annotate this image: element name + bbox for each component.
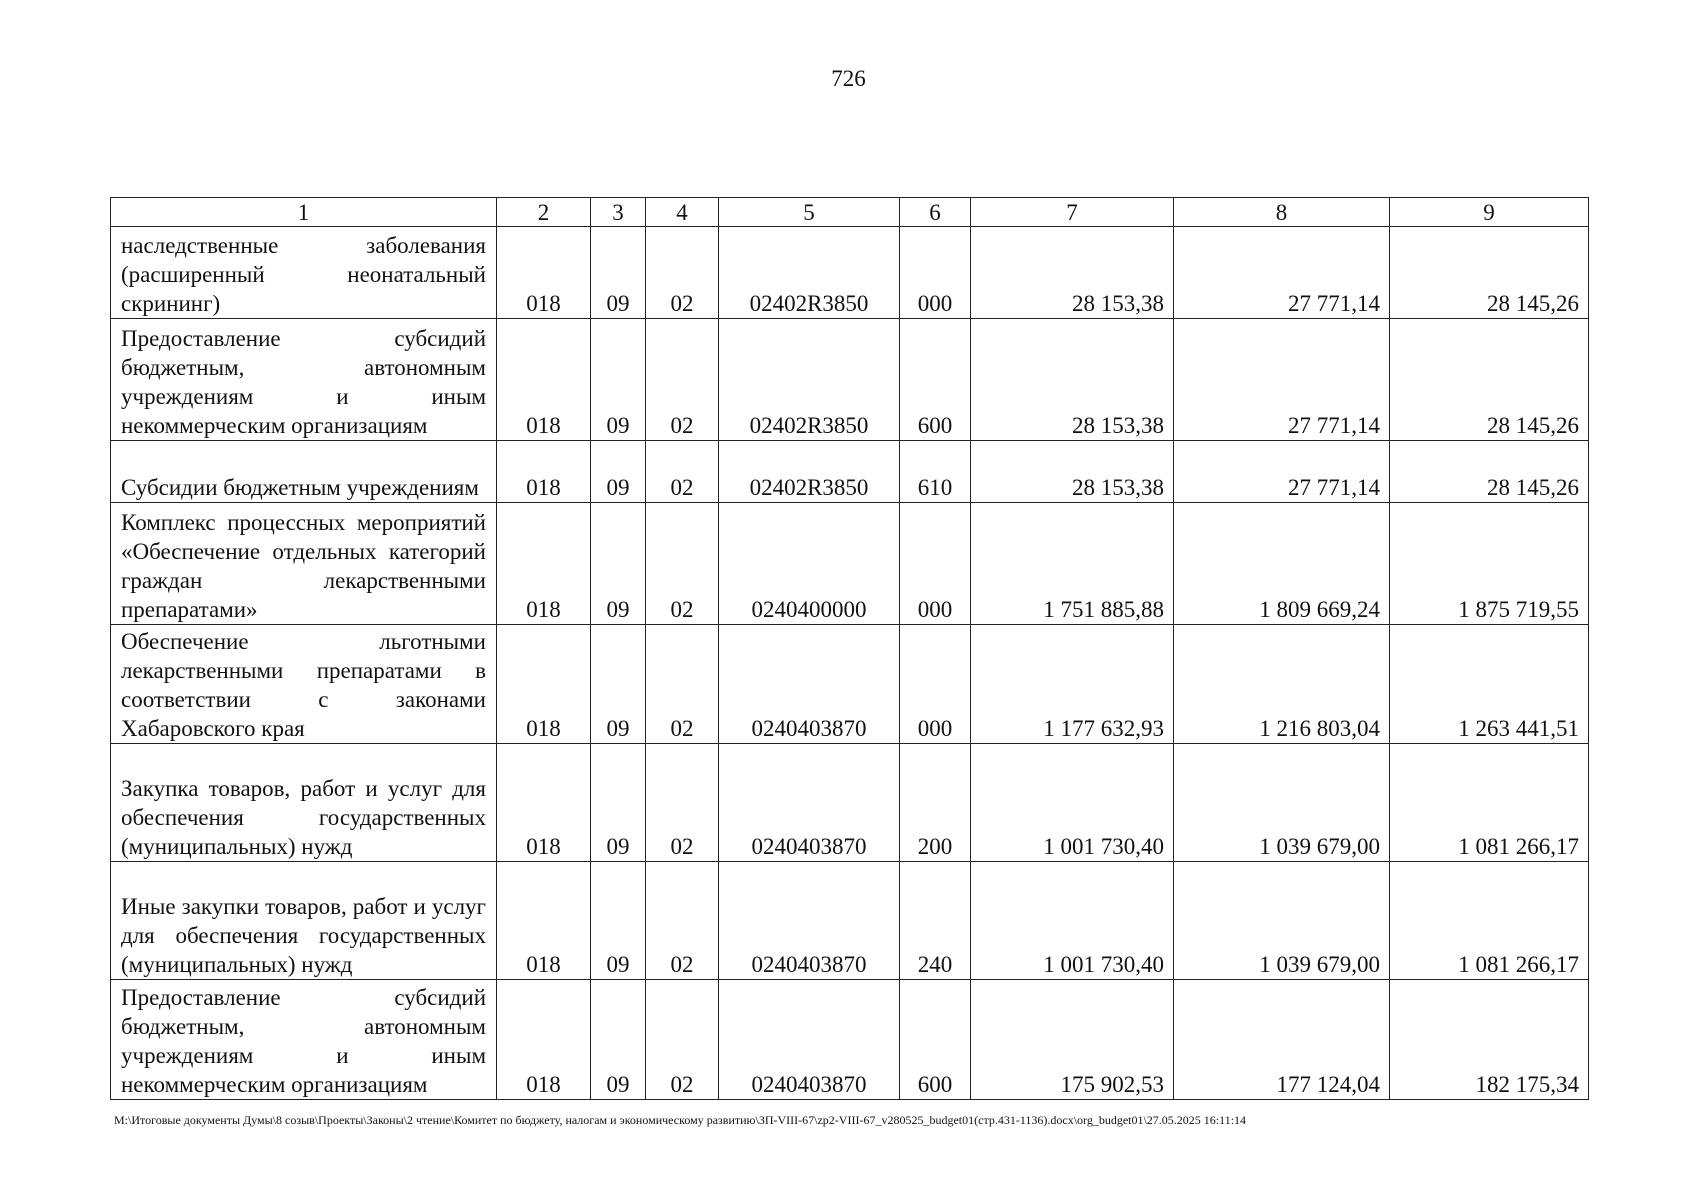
row-value-9: 28 145,26 <box>1390 227 1589 319</box>
header-col-8: 8 <box>1174 198 1390 227</box>
row-code-2: 018 <box>497 862 591 980</box>
header-col-6: 6 <box>900 198 971 227</box>
row-code-5: 0240403870 <box>719 980 900 1100</box>
row-code-3: 09 <box>591 441 646 503</box>
row-value-7: 1 177 632,93 <box>971 625 1174 744</box>
row-value-8: 27 771,14 <box>1174 227 1390 319</box>
row-value-9: 28 145,26 <box>1390 319 1589 441</box>
row-value-8: 1 039 679,00 <box>1174 862 1390 980</box>
row-value-7: 28 153,38 <box>971 227 1174 319</box>
table-row <box>111 503 1589 625</box>
row-value-7: 1 751 885,88 <box>971 503 1174 625</box>
row-code-5: 0240400000 <box>719 503 900 625</box>
table-row <box>111 227 1589 319</box>
row-value-7: 175 902,53 <box>971 980 1174 1100</box>
header-col-1: 1 <box>111 198 497 227</box>
header-col-4: 4 <box>646 198 719 227</box>
row-name: Иные закупки товаров, работ и услуг для обеспечения государственных (муниципальных) нужд <box>111 862 497 980</box>
budget-table <box>110 197 1589 1100</box>
row-code-3: 09 <box>591 503 646 625</box>
row-code-6: 000 <box>900 503 971 625</box>
row-code-3: 09 <box>591 625 646 744</box>
row-code-2: 018 <box>497 625 591 744</box>
row-name: Предоставление субсидий бюджетным, автономным учреждениям и иным некоммерческим организациям <box>111 319 497 441</box>
row-code-6: 600 <box>900 319 971 441</box>
row-code-5: 0240403870 <box>719 625 900 744</box>
row-value-8: 1 039 679,00 <box>1174 744 1390 862</box>
row-code-3: 09 <box>591 744 646 862</box>
row-code-4: 02 <box>646 625 719 744</box>
row-code-5: 02402R3850 <box>719 227 900 319</box>
row-code-5: 0240403870 <box>719 862 900 980</box>
table-row <box>111 744 1589 862</box>
row-name: Закупка товаров, работ и услуг для обеспечения государственных (муниципальных) нужд <box>111 744 497 862</box>
header-col-3: 3 <box>591 198 646 227</box>
row-code-6: 240 <box>900 862 971 980</box>
row-value-8: 1 216 803,04 <box>1174 625 1390 744</box>
row-code-5: 02402R3850 <box>719 441 900 503</box>
header-row <box>111 198 1589 227</box>
row-code-6: 000 <box>900 227 971 319</box>
row-code-4: 02 <box>646 227 719 319</box>
row-value-7: 1 001 730,40 <box>971 862 1174 980</box>
row-value-7: 1 001 730,40 <box>971 744 1174 862</box>
row-value-9: 28 145,26 <box>1390 441 1589 503</box>
table-row <box>111 319 1589 441</box>
row-code-6: 000 <box>900 625 971 744</box>
row-value-8: 27 771,14 <box>1174 441 1390 503</box>
row-code-4: 02 <box>646 862 719 980</box>
row-code-3: 09 <box>591 319 646 441</box>
row-code-2: 018 <box>497 319 591 441</box>
row-name: Предоставление субсидий бюджетным, автономным учреждениям и иным некоммерческим организациям <box>111 980 497 1100</box>
row-code-4: 02 <box>646 980 719 1100</box>
row-code-2: 018 <box>497 227 591 319</box>
row-code-4: 02 <box>646 319 719 441</box>
row-value-9: 1 081 266,17 <box>1390 862 1589 980</box>
header-col-9: 9 <box>1390 198 1589 227</box>
table-row <box>111 980 1589 1100</box>
page-number: 726 <box>831 66 866 91</box>
row-value-7: 28 153,38 <box>971 441 1174 503</box>
row-code-3: 09 <box>591 862 646 980</box>
row-code-2: 018 <box>497 503 591 625</box>
row-name: Обеспечение льготными лекарственными препаратами в соответствии с законами Хабаровского края <box>111 625 497 744</box>
row-name: Комплекс процессных мероприятий «Обеспечение отдельных категорий граждан лекарственными препаратами» <box>111 503 497 625</box>
row-value-9: 1 875 719,55 <box>1390 503 1589 625</box>
row-code-6: 600 <box>900 980 971 1100</box>
row-code-2: 018 <box>497 441 591 503</box>
row-code-6: 200 <box>900 744 971 862</box>
row-value-9: 1 263 441,51 <box>1390 625 1589 744</box>
row-code-2: 018 <box>497 980 591 1100</box>
header-col-5: 5 <box>719 198 900 227</box>
row-value-8: 1 809 669,24 <box>1174 503 1390 625</box>
table-row <box>111 625 1589 744</box>
row-value-9: 182 175,34 <box>1390 980 1589 1100</box>
row-value-8: 177 124,04 <box>1174 980 1390 1100</box>
row-value-9: 1 081 266,17 <box>1390 744 1589 862</box>
table-row <box>111 441 1589 503</box>
row-value-8: 27 771,14 <box>1174 319 1390 441</box>
row-value-7: 28 153,38 <box>971 319 1174 441</box>
row-code-4: 02 <box>646 744 719 862</box>
header-col-2: 2 <box>497 198 591 227</box>
row-code-5: 02402R3850 <box>719 319 900 441</box>
row-code-3: 09 <box>591 980 646 1100</box>
table-row <box>111 862 1589 980</box>
row-name: наследственные заболевания (расширенный неонатальный скрининг) <box>111 227 497 319</box>
row-code-4: 02 <box>646 441 719 503</box>
document-file-path: М:\Итоговые документы Думы\8 созыв\Проекты\Законы\2 чтение\Комитет по бюджету, налогам и экономическому развитию\ЗП-VIII-67\zp2-VIII-67_v280525_budget01(стр.431-1136).docx\org_budget01\27.05.2025 16:11:14 <box>114 1113 1247 1127</box>
row-name: Субсидии бюджетным учреждениям <box>111 441 497 503</box>
row-code-5: 0240403870 <box>719 744 900 862</box>
row-code-2: 018 <box>497 744 591 862</box>
row-code-4: 02 <box>646 503 719 625</box>
row-code-3: 09 <box>591 227 646 319</box>
row-code-6: 610 <box>900 441 971 503</box>
header-col-7: 7 <box>971 198 1174 227</box>
